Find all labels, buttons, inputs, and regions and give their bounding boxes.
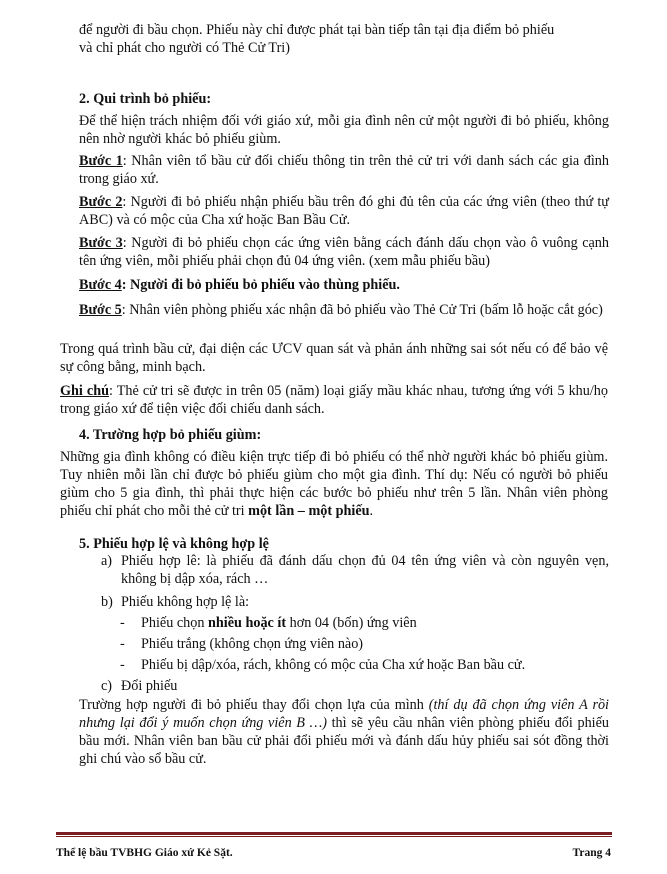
step-1-text: : Nhân viên tổ bầu cử đối chiếu thông tin trên thẻ cử tri với danh sách các gia đình trong giáo xứ. [79, 153, 609, 187]
footer-rule-thick [56, 832, 612, 835]
step-3 [79, 234, 609, 270]
footer-rule-thin [56, 836, 612, 837]
item-c-italic: (thí dụ đã chọn ứng viên A rồi nhưng lại đổi ý muốn chọn ứng viên B …) [79, 697, 609, 731]
page-number: Trang 4 [572, 847, 611, 859]
section-4-body [60, 448, 608, 520]
invalid-3: Phiếu bị dập/xóa, rách, không có mộc của Cha xứ hoặc Ban bầu cử. [141, 657, 526, 673]
step-4-text: : Người đi bỏ phiếu bỏ phiếu vào thùng phiếu. [121, 277, 400, 293]
note-label: Ghi chú [60, 383, 109, 399]
section-4-end: . [369, 503, 374, 519]
step-2 [79, 193, 609, 229]
intro-line-1: để người đi bầu chọn. Phiếu này chỉ được phát tại bàn tiếp tân tại địa điểm bỏ phiếu [79, 22, 555, 38]
section-5-heading: 5. Phiếu hợp lệ và không hợp lệ [79, 536, 269, 552]
footer-title: Thể lệ bầu TVBHG Giáo xứ Kẻ Sặt. [56, 847, 233, 859]
section-2-heading: 2. Qui trình bỏ phiếu: [79, 91, 212, 107]
invalid-1-pre: Phiếu chọn [141, 615, 208, 631]
step-1-label: Bước 1 [79, 153, 123, 169]
item-b-marker: b) [101, 594, 113, 610]
step-5 [79, 301, 609, 319]
item-c-marker: c) [101, 678, 113, 694]
step-4 [79, 276, 609, 294]
step-4-label: Bước 4 [79, 277, 122, 293]
section-4-heading: 4. Trường hợp bỏ phiếu giùm: [79, 427, 262, 443]
step-1 [79, 152, 609, 188]
step-2-text: : Người đi bỏ phiếu nhận phiếu bầu trên đó ghi đủ tên của các ứng viên (theo thứ tự ABC) và có mộc của Cha xứ hoặc Ban Bầu Cử. [79, 194, 609, 228]
item-c-pre: Trường hợp người đi bỏ phiếu thay đổi chọn lựa của mình [79, 697, 429, 713]
item-b-text: Phiếu không hợp lệ là: [121, 594, 250, 610]
item-c-post: thì sẽ yêu cầu nhân viên phòng phiếu đổi phiếu bầu mới. Nhân viên ban bầu cử phải đổi phiếu mới và đánh dấu hủy phiếu sai sót đồng thời ghi chú vào sổ bầu cử. [79, 715, 609, 767]
item-c-text: Đổi phiếu [121, 678, 178, 694]
step-3-label: Bước 3 [79, 235, 123, 251]
step-5-text: : Nhân viên phòng phiếu xác nhận đã bỏ phiếu vào Thẻ Cử Tri (bấm lỗ hoặc cắt góc) [121, 302, 603, 318]
intro-line-2: và chỉ phát cho người có Thẻ Cử Tri) [79, 40, 290, 56]
section-4-text: Những gia đình không có điều kiện trực tiếp đi bỏ phiếu có thể nhờ người khác bỏ phiếu giùm. Tuy nhiên mỗi lần chỉ được bỏ phiếu giùm cho một gia đình. Thí dụ: Nếu có người bỏ phiếu giùm cho 5 gia đình, thì phải thực hiện các bước bỏ phiếu như trên 5 lần. Nhân viên phòng phiếu chỉ phát cho mỗi thẻ cử tri [60, 449, 608, 519]
section-2-note [60, 382, 608, 418]
item-a-text: Phiếu hợp lê: là phiếu đã đánh dấu chọn đủ 04 tên ứng viên và còn nguyên vẹn, không bị dập xóa, rách … [121, 553, 609, 587]
step-3-text: : Người đi bỏ phiếu chọn các ứng viên bằng cách đánh dấu chọn vào ô vuông cạnh tên ứng viên, mỗi phiếu phải chọn đủ 04 ứng viên. (xem mẫu phiếu bầu) [79, 235, 609, 269]
item-a-marker: a) [101, 553, 113, 569]
note-text: : Thẻ cử tri sẽ được in trên 05 (năm) loại giấy mầu khác nhau, tương ứng với 5 khu/họ trong giáo xứ để tiện việc đối chiếu danh sách. [60, 383, 608, 417]
step-5-label: Bước 5 [79, 302, 122, 318]
invalid-2: Phiếu trắng (không chọn ứng viên nào) [141, 636, 364, 652]
step-2-label: Bước 2 [79, 194, 123, 210]
dash-1: - [120, 615, 125, 631]
section-2-observers: Trong quá trình bầu cử, đại diện các ƯCV quan sát và phản ánh những sai sót nếu có để bảo vệ sự công bằng, minh bạch. [60, 341, 608, 375]
invalid-1-bold: nhiều hoặc ít [208, 615, 287, 631]
section-2-intro: Để thể hiện trách nhiệm đối với giáo xứ, mỗi gia đình nên cử một người đi bỏ phiếu, không nên nhờ người khác bỏ phiếu giùm. [79, 113, 609, 147]
section-4-bold: một lần – một phiếu [248, 503, 370, 519]
dash-3: - [120, 657, 125, 673]
invalid-1-post: hơn 04 (bốn) ứng viên [286, 615, 417, 631]
invalid-1 [141, 614, 417, 632]
item-c-body [79, 696, 609, 768]
dash-2: - [120, 636, 125, 652]
